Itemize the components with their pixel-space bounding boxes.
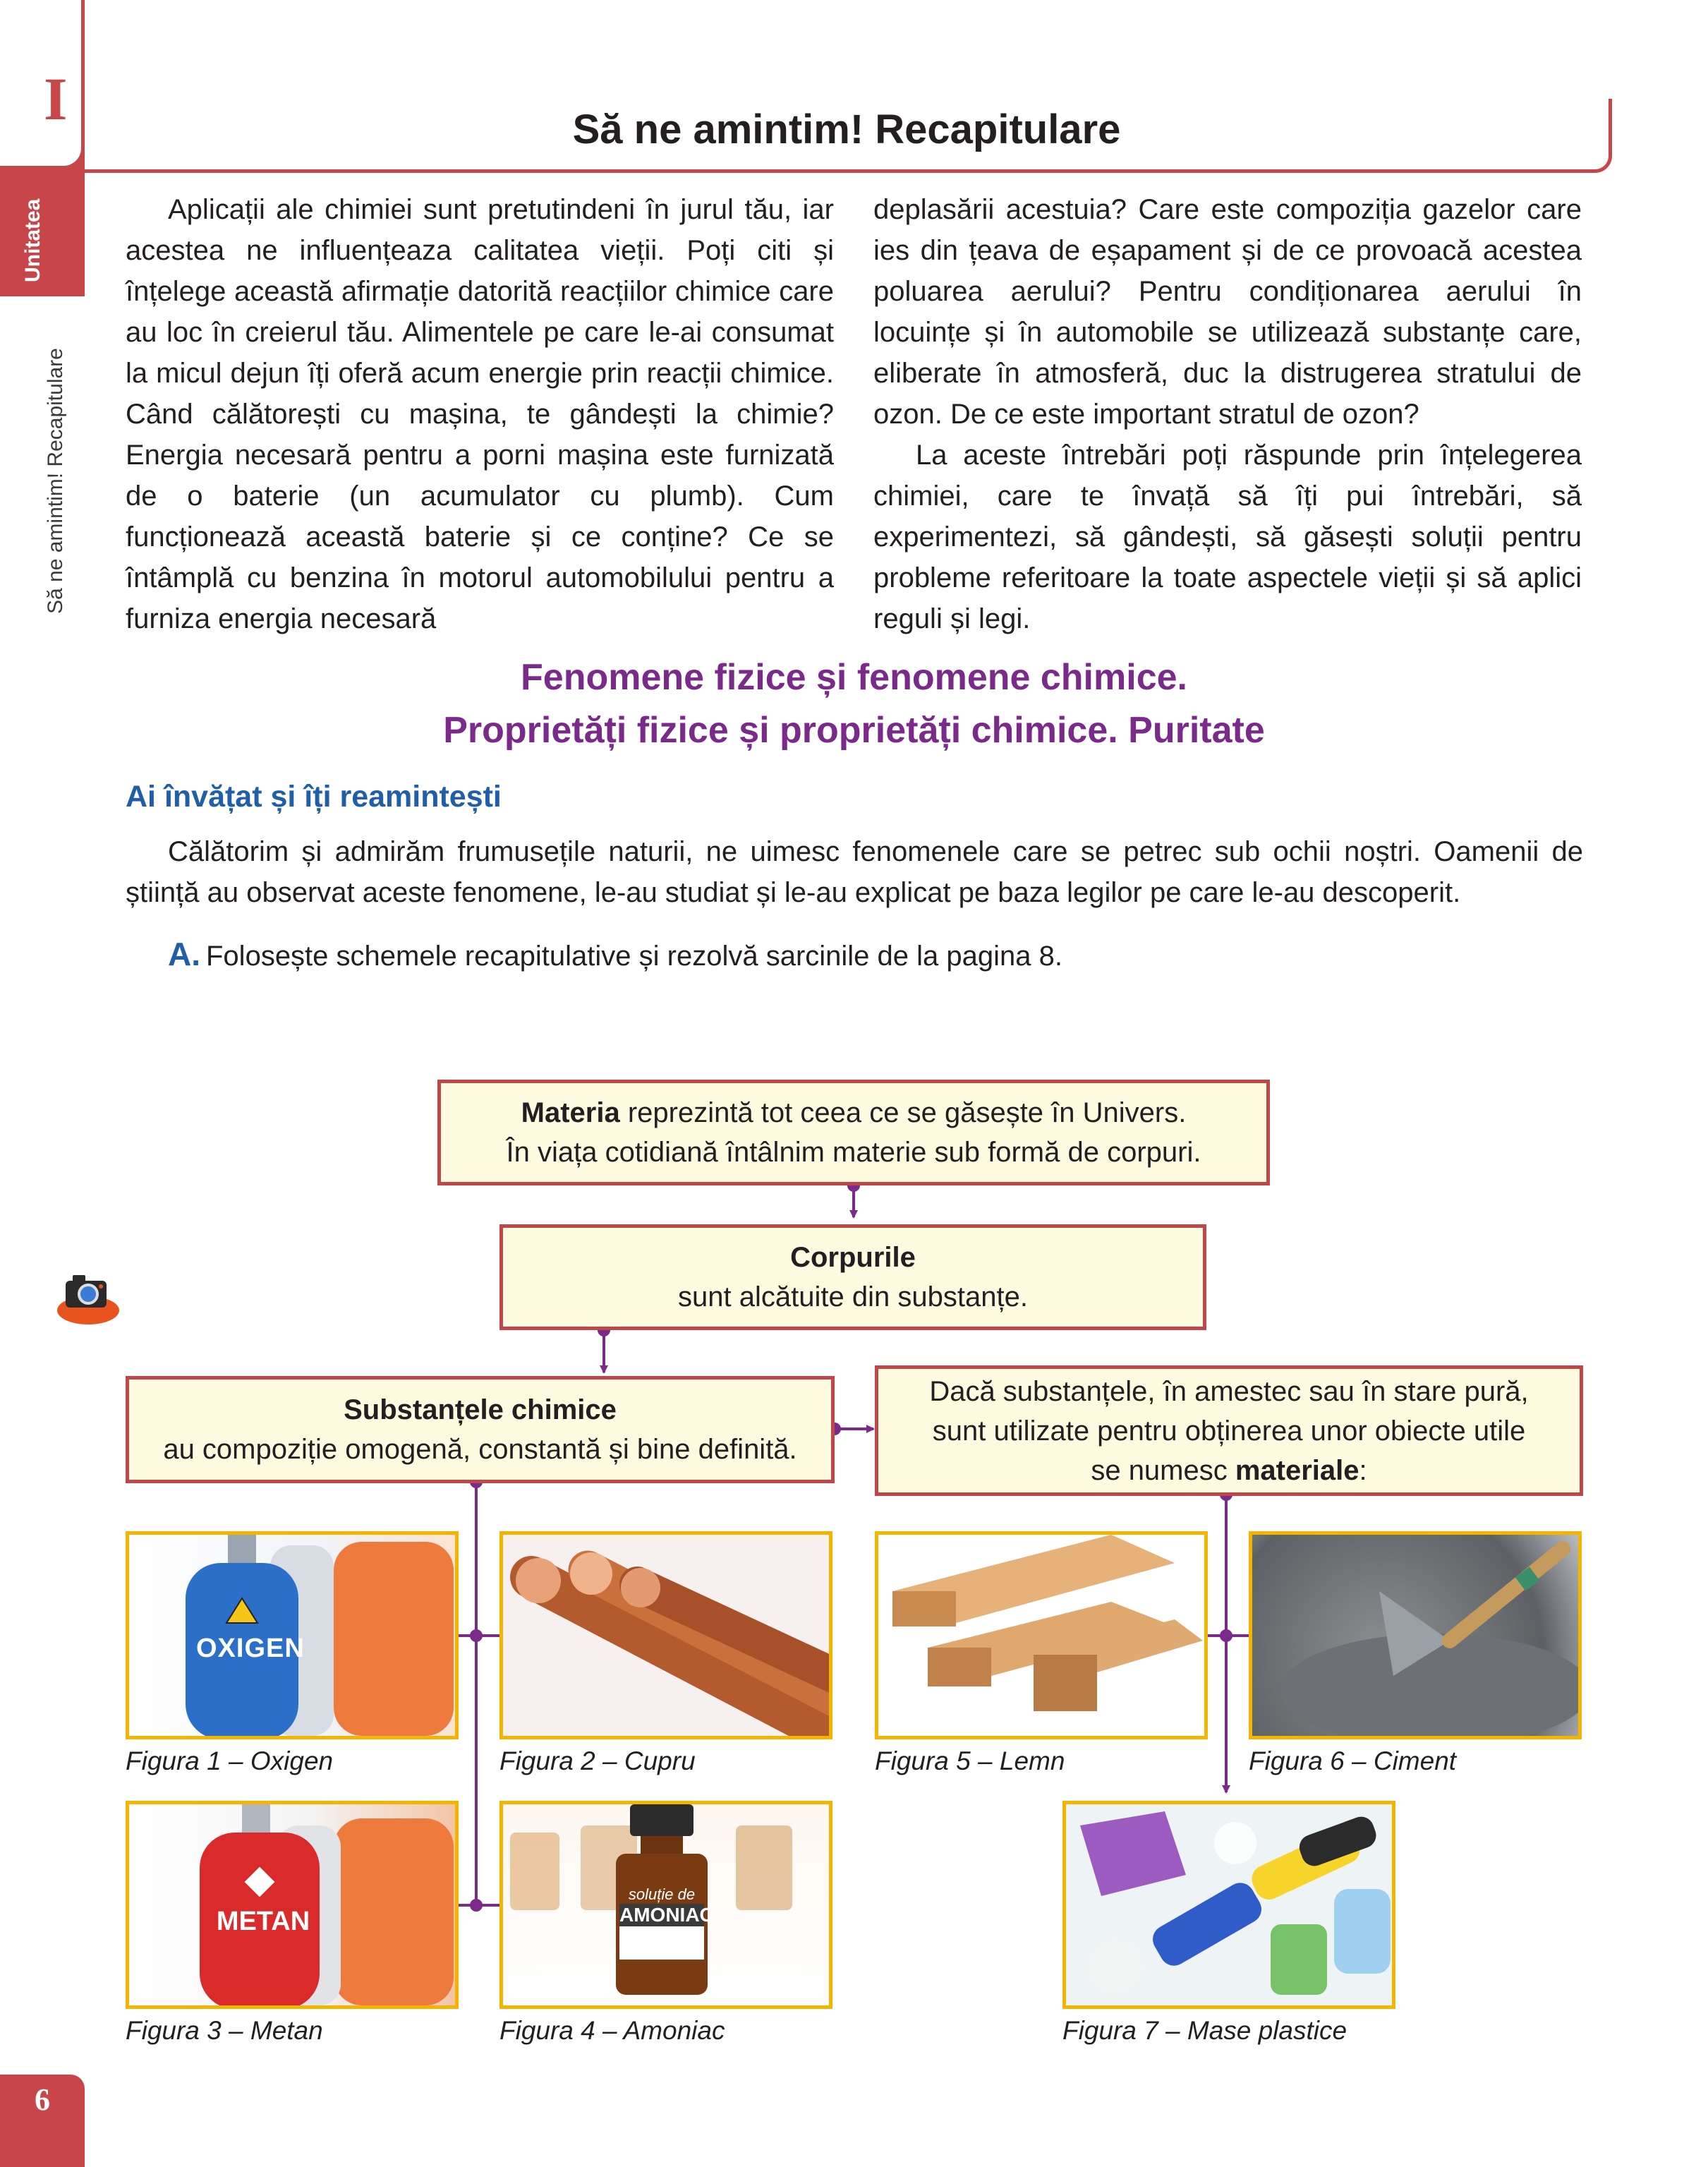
figure-2-photo <box>499 1531 832 1739</box>
figure-3-photo <box>126 1801 459 2009</box>
wood-planks-illustration <box>878 1535 1204 1736</box>
figure-5-photo <box>875 1531 1208 1739</box>
figure-7-photo <box>1062 1801 1395 2009</box>
ammonia-label-small: soluție de <box>619 1885 704 1904</box>
figure-2-caption: Figura 2 – Cupru <box>499 1746 696 1775</box>
box-substante <box>126 1376 835 1483</box>
intro-paragraph-text: Călătorim și admirăm frumusețile naturii, ne uimesc fenomenele care se petrec sub ochii noștri. Oamenii de știință au observat aceste fenomene, le-au studiat și le-au explicat pe baza legilor pe care le-au descoperit. <box>126 836 1583 908</box>
figure-4-caption: Figura 4 – Amoniac <box>499 2016 725 2045</box>
figure-1-caption: Figura 1 – Oxigen <box>126 1746 334 1775</box>
materia-bold: Materia <box>521 1097 620 1128</box>
section-title-1: Fenomene fizice și fenomene chimice. <box>521 657 1187 698</box>
figure-6-photo <box>1249 1531 1582 1739</box>
ammonia-label-main: AMONIAC <box>619 1904 714 1926</box>
camera-icon <box>53 1267 123 1330</box>
figure-5-caption: Figura 5 – Lemn <box>875 1746 1065 1775</box>
ammonia-label <box>619 1885 714 1926</box>
box-corpurile <box>499 1224 1206 1330</box>
unit-label: Unitatea <box>21 198 44 282</box>
figure-6-caption: Figura 6 – Ciment <box>1249 1746 1457 1775</box>
corpurile-line2: sunt alcătuite din substanțe. <box>678 1281 1028 1312</box>
page-number: 6 <box>35 2082 50 2117</box>
box-materia <box>437 1080 1270 1185</box>
copper-wire-illustration <box>503 1535 829 1736</box>
materia-rest: reprezintă tot ceea ce se găsește în Univers. <box>619 1097 1187 1128</box>
materiale-line3c: : <box>1359 1454 1367 1486</box>
materiale-line2: sunt utilizate pentru obținerea unor obiecte utile <box>932 1415 1526 1447</box>
task-letter: A. <box>168 936 200 972</box>
methane-cylinder-illustration <box>129 1804 455 2005</box>
materiale-bold: materiale <box>1235 1454 1359 1486</box>
box-materiale <box>875 1365 1583 1496</box>
sub-heading: Ai învățat și îți reamintești <box>126 780 502 814</box>
intro-right-text-1: deplasării acestuia? Care este compoziția gazelor care ies din țeava de eșapament și de ce provoacă acestea poluarea aerului? Pentru condiționarea aerului în locuințe și în automobile se utilizează substanțe care, eliberate în atmosferă, duc la distrugerea stratului de ozon. De ce este important stratul de ozon? <box>873 194 1582 430</box>
corpurile-bold: Corpurile <box>790 1242 916 1273</box>
materiale-line3a: se numesc <box>1091 1454 1235 1486</box>
figure-4-photo <box>499 1801 832 2009</box>
unit-letter: I <box>44 65 68 133</box>
section-title-2: Proprietăți fizice și proprietăți chimice. Puritate <box>443 710 1265 751</box>
figure-3-caption: Figura 3 – Metan <box>126 2016 323 2045</box>
substante-bold: Substanțele chimice <box>344 1394 617 1425</box>
plastic-objects-illustration <box>1066 1804 1392 2005</box>
substante-line2: au compoziție omogenă, constantă și bine definită. <box>163 1434 797 1465</box>
task-text: Folosește schemele recapitulative și rezolvă sarcinile de la pagina 8. <box>206 941 1062 972</box>
methane-label: METAN <box>216 1907 310 1936</box>
cement-trowel-illustration <box>1252 1535 1578 1736</box>
materiale-line1: Dacă substanțele, în amestec sau în stare pură, <box>929 1375 1529 1407</box>
page-title: Să ne amintim! Recapitulare <box>572 107 1121 152</box>
running-title: Să ne amintim! Recapitulare <box>44 348 67 614</box>
intro-left-text: Aplicații ale chimiei sunt pretutindeni în jurul tău, iar acestea ne influențeaza calitatea vieții. Poți citi și înțelege această afirmație datorită reacțiilor chimice care au loc în creierul tău. Alimentele pe care le-ai consumat la micul dejun îți oferă acum energie prin reacții chimice. Când călătorești cu mașina, te gândești la chimie? Energia necesară pentru a porni mașina este furnizată de o baterie (un acumulator cu plumb). Cum funcționează această baterie și ce conține? Ce se întâmplă cu benzina în motorul automobilului pentru a furniza energia necesară <box>126 194 834 634</box>
figure-7-caption: Figura 7 – Mase plastice <box>1062 2016 1347 2045</box>
intro-right-text-2: La aceste întrebări poți răspunde prin înțelegerea chimiei, care te învață să îți pui întrebări, să experimentezi, să gândești, să găsești soluții pentru probleme referitoare la toate aspectele vieții și să aplici reguli și legi. <box>873 440 1582 634</box>
figure-1-photo <box>126 1531 459 1739</box>
oxygen-label: OXIGEN <box>196 1634 305 1663</box>
materia-line2: În viața cotidiană întâlnim materie sub formă de corpuri. <box>506 1137 1201 1168</box>
